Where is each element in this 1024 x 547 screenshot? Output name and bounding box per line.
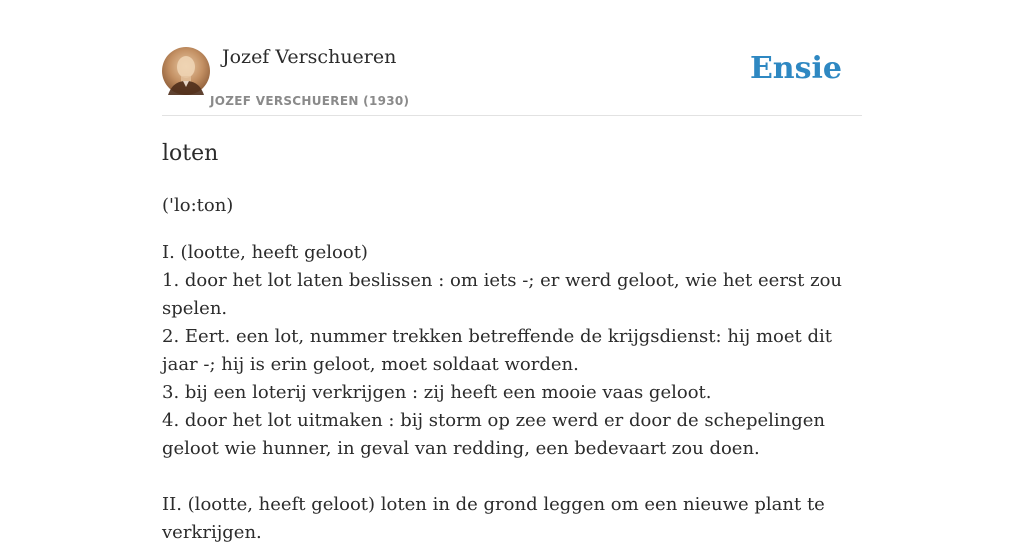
definition-line: 1. door het lot laten beslissen : om iets -; er werd geloot, wie het eerst zou spelen. (162, 270, 843, 319)
definition-line: 4. door het lot uitmaken : bij storm op zee werd er door de schepelingen geloot wie hunner, in geval van redding, een bedevaart zou doen. (162, 410, 826, 459)
content-container (162, 0, 862, 543)
definition-line: I. (lootte, heeft geloot) (162, 242, 368, 263)
entry-definition (162, 239, 862, 547)
definition-line: II. (lootte, heeft geloot) loten in de grond leggen om een nieuwe plant te verkrijgen. (162, 494, 825, 543)
header (162, 0, 862, 116)
author-subtitle: JOZEF VERSCHUEREN (1930) (210, 94, 410, 108)
author-avatar[interactable] (162, 47, 210, 95)
brand-logo[interactable]: Ensie (749, 51, 842, 86)
entry-pronunciation: ('lo:ton) (162, 195, 234, 216)
author-name[interactable]: Jozef Verschueren (222, 46, 397, 68)
entry-headword: loten (162, 141, 219, 166)
portrait-icon (162, 47, 210, 95)
paragraph-gap (162, 463, 862, 491)
definition-line: 3. bij een loterij verkrijgen : zij heeft een mooie vaas geloot. (162, 382, 712, 403)
definition-line: 2. Eert. een lot, nummer trekken betreffende de krijgsdienst: hij moet dit jaar -; hij is erin geloot, moet soldaat worden. (162, 326, 832, 375)
